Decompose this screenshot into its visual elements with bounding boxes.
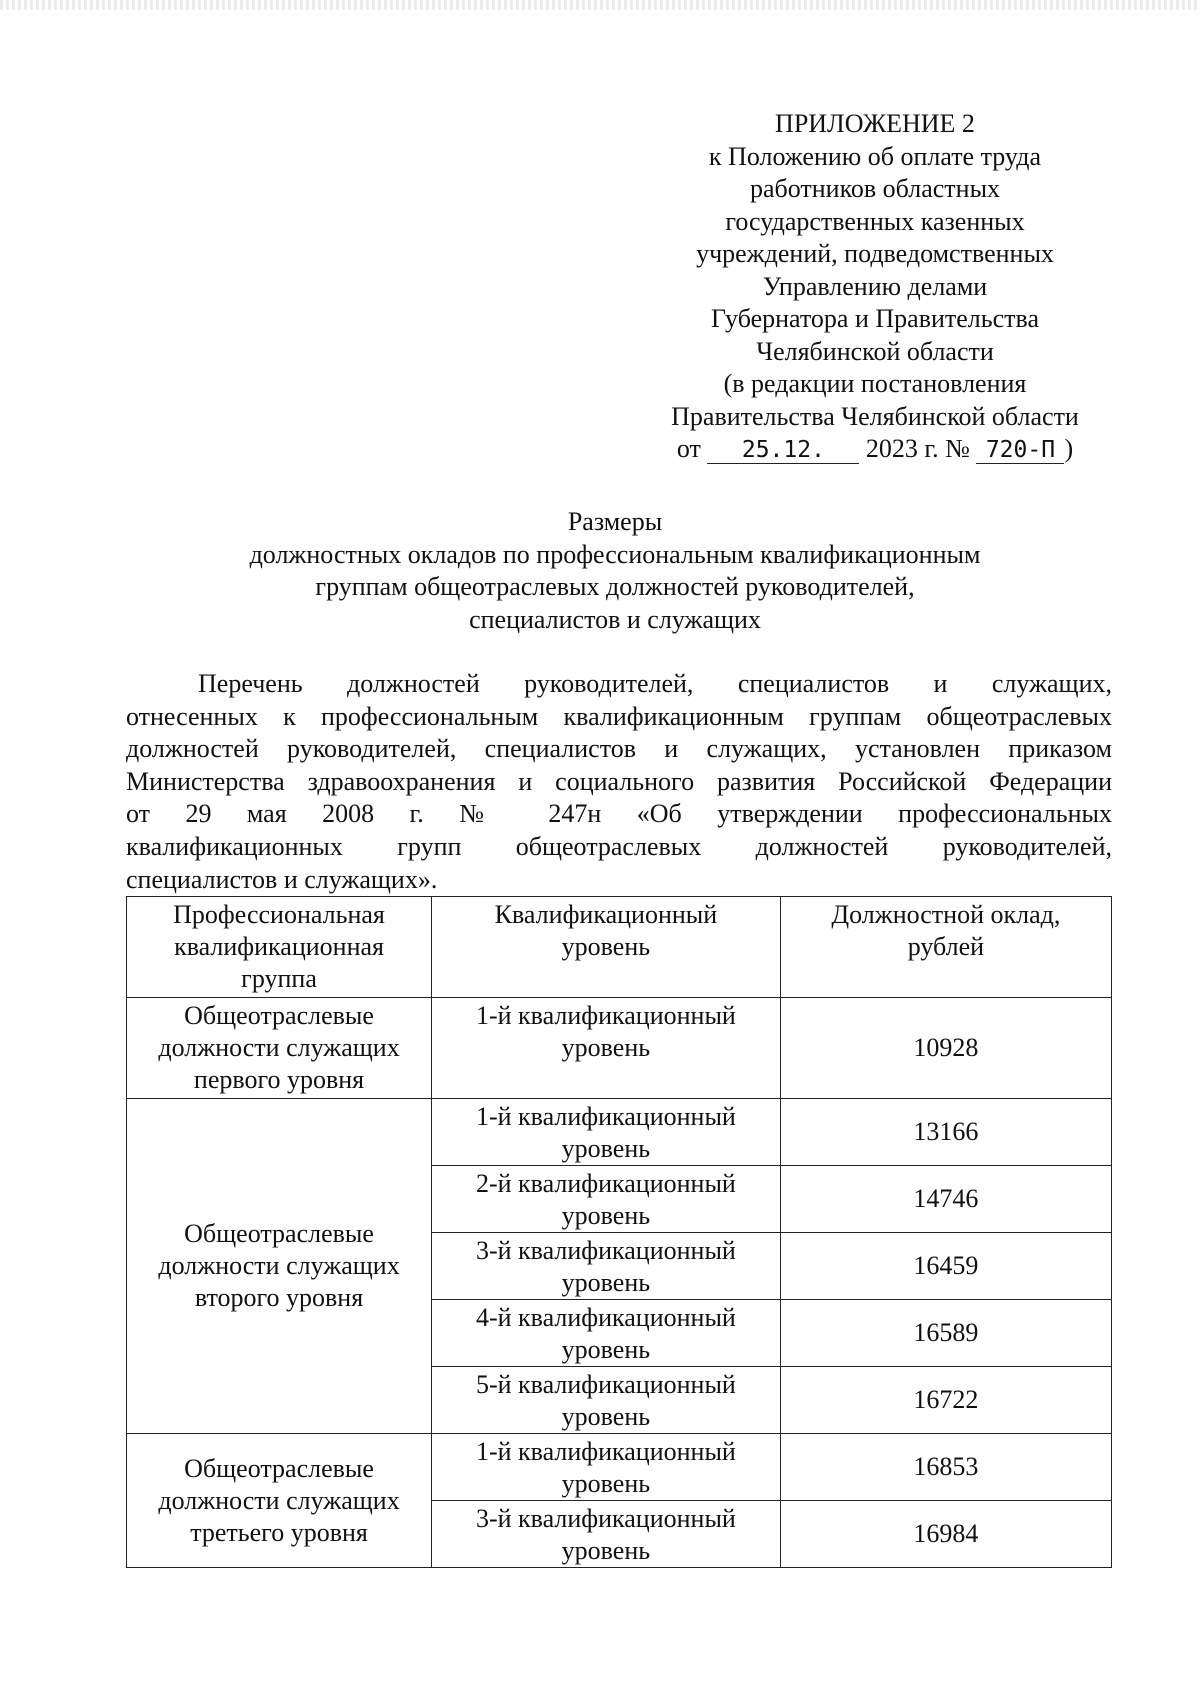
paragraph-line: должностей руководителей, специалистов и служащих, установлен приказом xyxy=(126,734,1112,764)
level-text: уровень xyxy=(561,1536,651,1565)
level-text: 3-й квалификационный xyxy=(475,1236,736,1265)
header-text: Должностной оклад, xyxy=(831,900,1061,929)
scan-edge-artifact xyxy=(0,0,1200,10)
intro-paragraph xyxy=(126,668,1112,896)
level-cell xyxy=(432,1166,781,1233)
appendix-header xyxy=(640,108,1110,466)
header-text: Профессиональная xyxy=(173,900,385,929)
header-text: группа xyxy=(241,964,317,993)
level-text: уровень xyxy=(561,1469,651,1498)
level-text: 5-й квалификационный xyxy=(475,1370,736,1399)
title-line: группам общеотраслевых должностей руководителей, xyxy=(315,572,915,601)
appendix-line: Губернатора и Правительства xyxy=(711,304,1039,333)
resolution-number: 720-П xyxy=(976,437,1064,464)
level-text: 1-й квалификационный xyxy=(475,1102,736,1131)
level-cell xyxy=(432,1501,781,1568)
salary-table xyxy=(126,896,1112,1568)
header-level xyxy=(432,897,781,998)
resolution-date-line xyxy=(640,433,1110,466)
salary-cell: 16984 xyxy=(780,1501,1111,1568)
level-cell xyxy=(432,1099,781,1166)
title-line: специалистов и служащих xyxy=(469,604,761,634)
table-header-row xyxy=(127,897,1112,998)
header-text: рублей xyxy=(907,932,985,961)
group-name-text: должности служащих xyxy=(158,1033,400,1062)
salary-cell: 16853 xyxy=(780,1434,1111,1501)
level-cell xyxy=(432,1367,781,1434)
appendix-line: Управлению делами xyxy=(762,271,988,301)
level-cell xyxy=(432,1233,781,1300)
group-name-text: Общеотраслевые xyxy=(184,1453,374,1483)
document-title xyxy=(120,506,1110,636)
paragraph-line: квалификационных групп общеотраслевых должностей руководителей, xyxy=(126,831,1112,861)
appendix-line: Челябинской области xyxy=(756,336,994,366)
level-text: уровень xyxy=(561,1402,651,1431)
paragraph-line: Перечень должностей руководителей, специалистов и служащих, xyxy=(198,669,1112,698)
header-text: уровень xyxy=(561,932,651,961)
table-row xyxy=(127,1434,1112,1501)
resolution-year: 2023 г. № xyxy=(865,434,970,463)
appendix-line: работников областных xyxy=(749,174,1001,203)
appendix-line: (в редакции постановления xyxy=(723,369,1027,398)
title-line: должностных окладов по профессиональным квалификационным xyxy=(249,539,981,569)
group-name-text: Общеотраслевые xyxy=(184,1219,374,1248)
level-text: уровень xyxy=(561,1268,651,1297)
appendix-title: ПРИЛОЖЕНИЕ 2 xyxy=(775,109,975,138)
salary-cell: 16722 xyxy=(780,1367,1111,1434)
appendix-line: Правительства Челябинской области xyxy=(671,401,1079,431)
header-salary xyxy=(780,897,1111,998)
header-group xyxy=(127,897,432,998)
closing-paren: ) xyxy=(1064,434,1074,463)
salary-cell: 16459 xyxy=(780,1233,1111,1300)
group-name-cell xyxy=(127,998,432,1099)
group-name-cell xyxy=(127,1434,432,1568)
group-name-cell xyxy=(127,1099,432,1434)
group-name-text: Общеотраслевые xyxy=(184,1001,374,1030)
level-text: 1-й квалификационный xyxy=(475,1001,736,1030)
title-line: Размеры xyxy=(567,507,663,536)
level-text: уровень xyxy=(561,1335,651,1364)
level-cell xyxy=(432,1434,781,1501)
group-name-text: должности служащих xyxy=(158,1485,400,1515)
from-prefix: от xyxy=(676,434,701,463)
level-text: 3-й квалификационный xyxy=(475,1504,736,1533)
level-text: 4-й квалификационный xyxy=(475,1303,736,1332)
level-text: 1-й квалификационный xyxy=(475,1437,736,1466)
appendix-line: учреждений, подведомственных xyxy=(696,239,1054,268)
group-name-text: третьего уровня xyxy=(190,1517,368,1547)
table-row xyxy=(127,1099,1112,1166)
level-text: уровень xyxy=(561,1033,651,1062)
group-name-text: первого уровня xyxy=(193,1065,365,1094)
level-cell xyxy=(432,1300,781,1367)
paragraph-line: отнесенных к профессиональным квалификационным группам общеотраслевых xyxy=(126,701,1112,731)
salary-cell: 14746 xyxy=(780,1166,1111,1233)
group-name-text: должности служащих xyxy=(158,1251,400,1280)
header-text: квалификационная xyxy=(174,932,384,961)
paragraph-line: специалистов и служащих». xyxy=(126,864,438,894)
salary-cell: 10928 xyxy=(780,998,1111,1099)
paragraph-line: Министерства здравоохранения и социального развития Российской Федерации xyxy=(126,766,1112,796)
appendix-line: к Положению об оплате труда xyxy=(708,141,1042,171)
level-text: 2-й квалификационный xyxy=(475,1169,736,1198)
level-cell xyxy=(432,998,781,1099)
paragraph-line: от 29 мая 2008 г. № 247н «Об утверждении профессиональных xyxy=(126,799,1112,829)
level-text: уровень xyxy=(561,1201,651,1230)
header-text: Квалификационный xyxy=(494,900,718,929)
salary-cell: 13166 xyxy=(780,1099,1111,1166)
appendix-line: государственных казенных xyxy=(725,206,1025,236)
level-text: уровень xyxy=(561,1134,651,1163)
group-name-text: второго уровня xyxy=(194,1283,364,1312)
resolution-date: 25.12. xyxy=(707,437,859,464)
table-row xyxy=(127,998,1112,1099)
salary-cell: 16589 xyxy=(780,1300,1111,1367)
